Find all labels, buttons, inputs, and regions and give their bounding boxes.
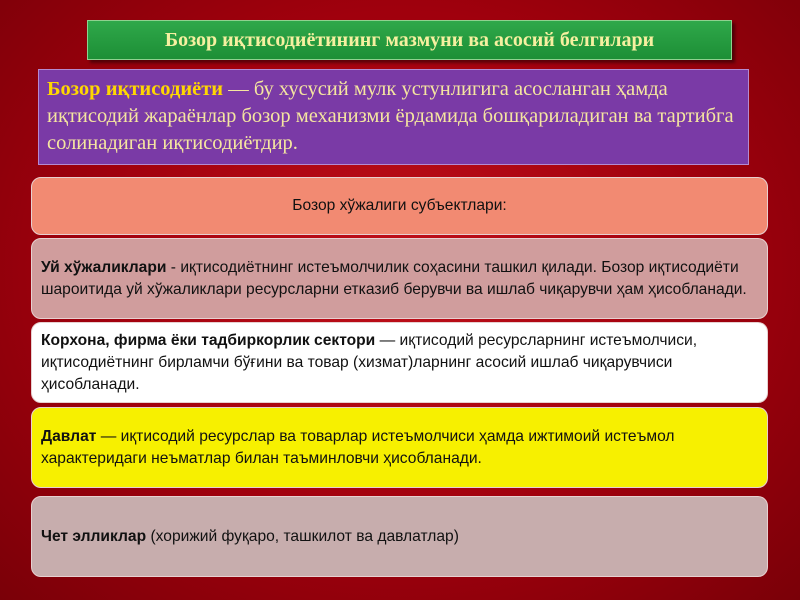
subject-description <box>41 426 758 470</box>
subject-term: Давлат <box>41 427 97 445</box>
slide-title-bar <box>87 20 732 60</box>
subject-term: Уй хўжаликлари <box>41 258 167 276</box>
subject-card-households <box>31 238 768 319</box>
subject-text: (хорижий фуқаро, ташкилот ва давлатлар) <box>146 527 459 545</box>
subject-term: Чет элликлар <box>41 527 147 545</box>
subject-description <box>41 330 758 396</box>
subject-description <box>41 257 758 301</box>
subject-text: — иқтисодий ресурслар ва товарлар истеъмолчиси ҳамда ижтимоий истеъмол характеридаги неъматлар билан таъминловчи ҳисобланади. <box>41 427 675 467</box>
definition-text: — бу хусусий мулк устунлигига асосланган ҳамда иқтисодий жараёнлар бозор механизми ёрдамида бошқариладиган ва тартибга солинадиган иқтисодиётдир. <box>47 78 734 154</box>
definition-term: Бозор иқтисодиёти <box>47 78 224 100</box>
subject-card-firms <box>31 322 768 403</box>
subjects-header: Бозор хўжалиги субъектлари: <box>292 197 507 214</box>
definition-box <box>38 69 749 165</box>
subject-text: — иқтисодий ресурсларнинг истеъмолчиси, иқтисодиётнинг бирламчи бўғини ва товар (хизмат)ларнинг асосий ишлаб чиқарувчиси ҳисобланади. <box>41 331 698 393</box>
subjects-header-card <box>31 177 768 235</box>
subject-term: Корхона, фирма ёки тадбиркорлик сектори <box>41 331 376 349</box>
slide-title: Бозор иқтисодиётининг мазмуни ва асосий белгилари <box>164 28 655 51</box>
subject-card-foreigners <box>31 496 768 577</box>
subject-description <box>41 526 459 548</box>
subject-card-state <box>31 407 768 488</box>
subject-text: - иқтисодиётнинг истеъмолчилик соҳасини ташкил қилади. Бозор иқтисодиёти шароитида уй хўжаликлари ресурсларни етказиб берувчи ва ишлаб чиқарувчи ҳам ҳисобланади. <box>41 258 747 298</box>
